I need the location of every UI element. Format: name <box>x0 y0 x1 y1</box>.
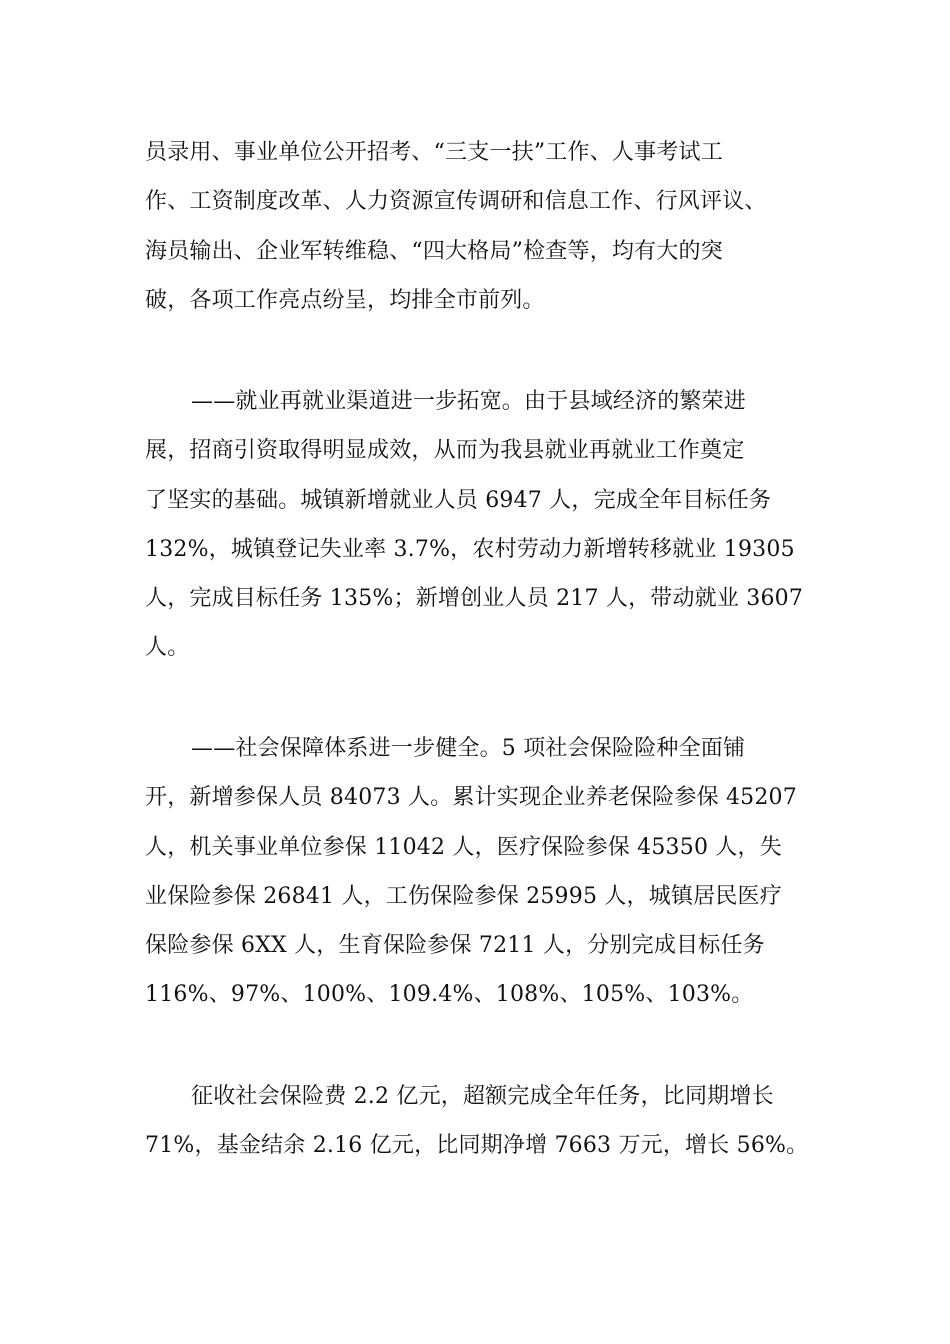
paragraph-recruitment-summary <box>145 128 815 325</box>
text-line: 展，招商引资取得明显成效，从而为我县就业再就业工作奠定 <box>145 438 745 464</box>
text-line: 业保险参保 26841 人，工伤保险参保 25995 人，城镇居民医疗 <box>145 883 782 909</box>
text-line: 海员输出、企业军转维稳、“四大格局”检查等，均有大的突 <box>145 238 723 264</box>
text-line: ——社会保障体系进一步健全。5 项社会保险险种全面铺 <box>191 736 746 761</box>
text-line: 员录用、事业单位公开招考、“三支一扶”工作、人事考试工 <box>145 140 723 165</box>
text-line: 71%，基金结余 2.16 亿元，比同期净增 7663 万元，增长 56%。 <box>145 1133 809 1159</box>
paragraph-social-security <box>145 724 815 1020</box>
text-line: 132%，城镇登记失业率 3.7%，农村劳动力新增转移就业 19305 <box>145 536 795 562</box>
text-line: 人，机关事业单位参保 11042 人，医疗保险参保 45350 人，失 <box>145 834 782 860</box>
paragraph-employment <box>145 377 815 673</box>
text-line: ——就业再就业渠道进一步拓宽。由于县域经济的繁荣进 <box>191 389 747 414</box>
text-line: 116%、97%、100%、109.4%、108%、105%、103%。 <box>145 982 754 1008</box>
text-line: 开，新增参保人员 84073 人。累计实现企业养老保险参保 45207 <box>145 785 797 811</box>
text-line: 征收社会保险费 2.2 亿元，超额完成全年任务，比同期增长 <box>191 1084 774 1109</box>
text-line: 人，完成目标任务 135%；新增创业人员 217 人，带动就业 3607 <box>145 586 804 612</box>
text-line: 破，各项工作亮点纷呈，均排全市前列。 <box>145 287 545 313</box>
text-line: 保险参保 6XX 人，生育保险参保 7211 人，分别完成目标任务 <box>145 933 765 959</box>
text-line: 人。 <box>145 635 190 661</box>
text-line: 作、工资制度改革、人力资源宣传调研和信息工作、行风评议、 <box>145 189 767 215</box>
paragraph-insurance-fees <box>145 1072 815 1171</box>
text-line: 了坚实的基础。城镇新增就业人员 6947 人，完成全年目标任务 <box>145 487 772 513</box>
